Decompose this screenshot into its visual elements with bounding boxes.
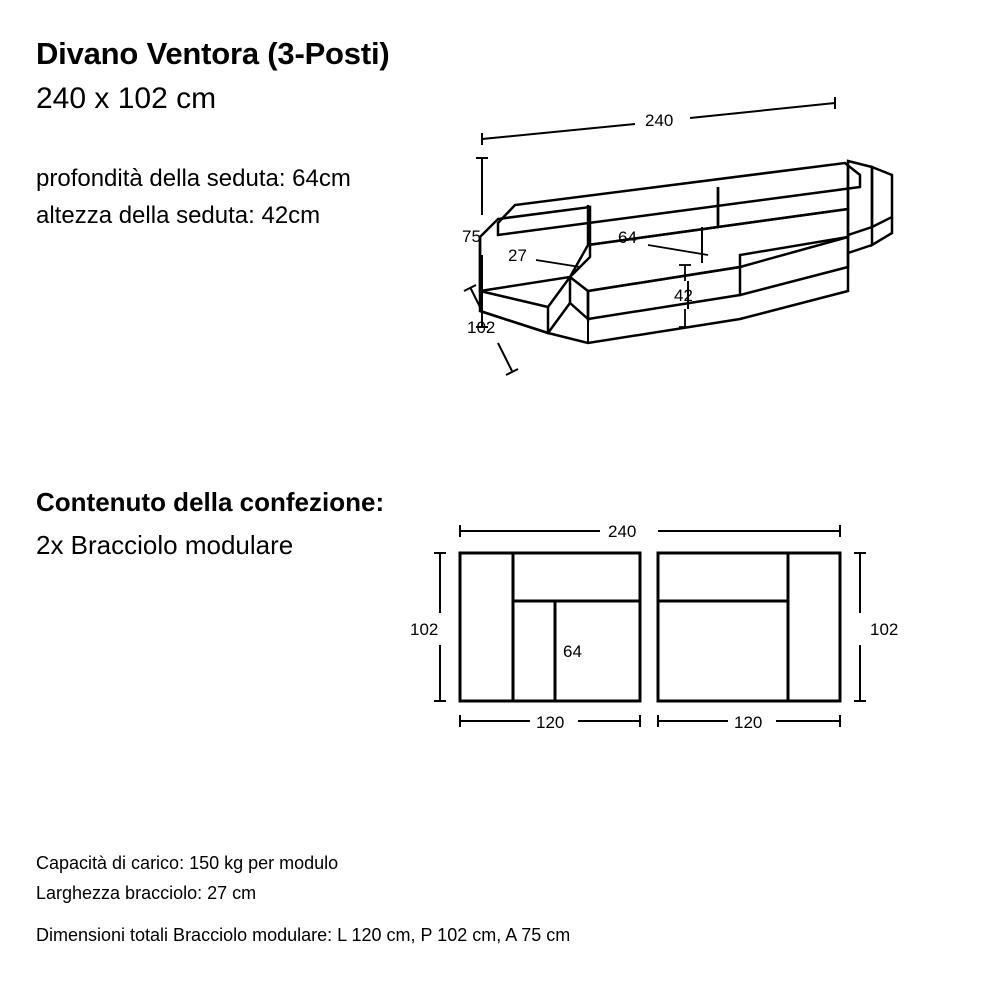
module-left <box>460 553 640 701</box>
spec-seat-depth: profondità della seduta: 64cm <box>36 165 351 192</box>
dim-seat-depth <box>618 228 708 255</box>
label-left-height: 102 <box>410 620 439 639</box>
page-dimensions: 240 x 102 cm <box>36 82 217 115</box>
dim-right-width <box>658 713 840 732</box>
label-modules-total-width: 240 <box>608 522 637 541</box>
footer-armrest-width: Larghezza bracciolo: 27 cm <box>36 883 257 903</box>
dim-right-height <box>854 553 898 701</box>
label-sofa-height: 75 <box>462 227 481 246</box>
label-sofa-depth: 102 <box>467 318 496 337</box>
module-right <box>658 553 840 701</box>
dim-modules-total-width <box>460 522 840 541</box>
label-sofa-width: 240 <box>645 111 674 130</box>
dim-module-seat-depth <box>563 642 582 661</box>
label-armrest: 27 <box>508 246 527 265</box>
dim-armrest-width <box>508 246 580 267</box>
footer-load-capacity: Capacità di carico: 150 kg per modulo <box>36 853 339 873</box>
label-seat-height: 42 <box>674 286 693 305</box>
dim-total-width <box>482 97 835 145</box>
label-left-width: 120 <box>536 713 565 732</box>
module-views-diagram <box>400 505 920 765</box>
dim-height <box>462 158 488 327</box>
sofa-perspective-diagram <box>440 95 1000 395</box>
label-module-seat-depth: 64 <box>563 642 582 661</box>
footer-total-dimensions: Dimensioni totali Bracciolo modulare: L 120 cm, P 102 cm, A 75 cm <box>36 925 571 945</box>
page-title: Divano Ventora (3-Posti) <box>36 36 390 71</box>
package-heading: Contenuto della confezione: <box>36 487 385 517</box>
dim-left-height <box>410 553 446 701</box>
package-item: 2x Bracciolo modulare <box>36 530 294 560</box>
label-right-height: 102 <box>870 620 899 639</box>
label-seat-depth: 64 <box>618 228 637 247</box>
label-right-width: 120 <box>734 713 763 732</box>
spec-seat-height: altezza della seduta: 42cm <box>36 202 321 229</box>
dim-left-width <box>460 713 640 732</box>
